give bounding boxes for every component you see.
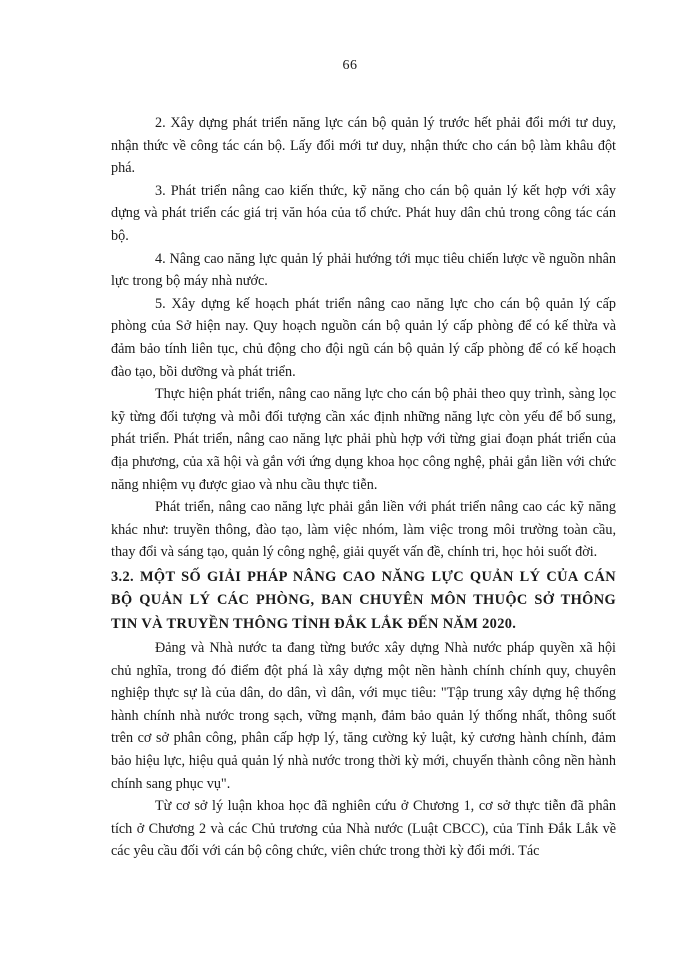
paragraph-theory-basis: Từ cơ sở lý luận khoa học đã nghiên cứu ở Chương 1, cơ sở thực tiễn đã phân tích ở Chương 2 và các Chủ trương của Nhà nước (Luật CBCC), của Tỉnh Đắk Lắk về các yêu cầu đối với cán bộ công chức, viên chức trong thời kỳ đổi mới. Tác [111, 798, 616, 860]
paragraph-implementation: Thực hiện phát triển, nâng cao năng lực cho cán bộ phải theo quy trình, sàng lọc kỹ từng đối tượng và mỗi đối tượng cần xác định những năng lực còn yếu để bổ sung, phát triển. Phát triển, nâng cao năng lực phải phù hợp với từng giai đoạn phát triển của địa phương, của xã hội và gắn với ứng dụng khoa học công nghệ, phải gắn liền với chức năng nhiệm vụ được giao và nhu cầu thực tiễn. [111, 386, 616, 493]
paragraph-point-3: 3. Phát triển nâng cao kiến thức, kỹ năng cho cán bộ quản lý kết hợp với xây dựng và phát triển các giá trị văn hóa của tổ chức. Phát huy dân chủ trong công tác cán bộ. [111, 182, 616, 244]
paragraph-soft-skills: Phát triển, nâng cao năng lực phải gắn liền với phát triển nâng cao các kỹ năng khác như: truyền thông, đào tạo, làm việc nhóm, làm việc trong môi trường toàn cầu, thay đổi và sáng tạo, quản lý công nghệ, giải quyết vấn đề, chính tri, học hỏi suốt đời. [111, 499, 616, 561]
page-number: 66 [342, 58, 358, 73]
paragraph-point-4: 4. Nâng cao năng lực quản lý phải hướng tới mục tiêu chiến lược về nguồn nhân lực trong bộ máy nhà nước. [111, 250, 616, 290]
paragraph-point-5: 5. Xây dựng kế hoạch phát triển nâng cao năng lực cho cán bộ quản lý cấp phòng của Sở hiện nay. Quy hoạch nguồn cán bộ quản lý cấp phòng để có kế thừa và đảm bảo tính liên tục, chủ động cho đội ngũ cán bộ quản lý cấp phòng để có kế hoạch đào tạo, bồi dưỡng và phát triển. [111, 295, 616, 380]
page-body [111, 112, 616, 863]
section-heading-3-2: 3.2. MỘT SỐ GIẢI PHÁP NÂNG CAO NĂNG LỰC QUẢN LÝ CỦA CÁN BỘ QUẢN LÝ CÁC PHÒNG, BAN CHUYÊN MÔN THUỘC SỞ THÔNG TIN VÀ TRUYỀN THÔNG TỈNH ĐẮK LẮK ĐẾN NĂM 2020. [111, 568, 616, 632]
paragraph-point-2: 2. Xây dựng phát triển năng lực cán bộ quản lý trước hết phải đổi mới tư duy, nhận thức về công tác cán bộ. Lấy đổi mới tư duy, nhận thức cho cán bộ làm khâu đột phá. [111, 115, 616, 177]
paragraph-party-state: Đảng và Nhà nước ta đang từng bước xây dựng Nhà nước pháp quyền xã hội chủ nghĩa, trong đó điểm đột phá là xây dựng một nền hành chính chính quy, chuyên nghiệp thực sự là của dân, do dân, vì dân, với mục tiêu: "Tập trung xây dựng hệ thống hành chính nhà nước trong sạch, vững mạnh, đảm bảo quản lý thống nhất, thông suốt trên cơ sở phân công, phân cấp hợp lý, tăng cường kỷ luật, kỷ cương hành chính, đảm bảo hiệu lực, hiệu quả quản lý nhà nước trong thời kỳ mới, chuyển thành công nền hành chính sang phục vụ". [111, 640, 616, 792]
